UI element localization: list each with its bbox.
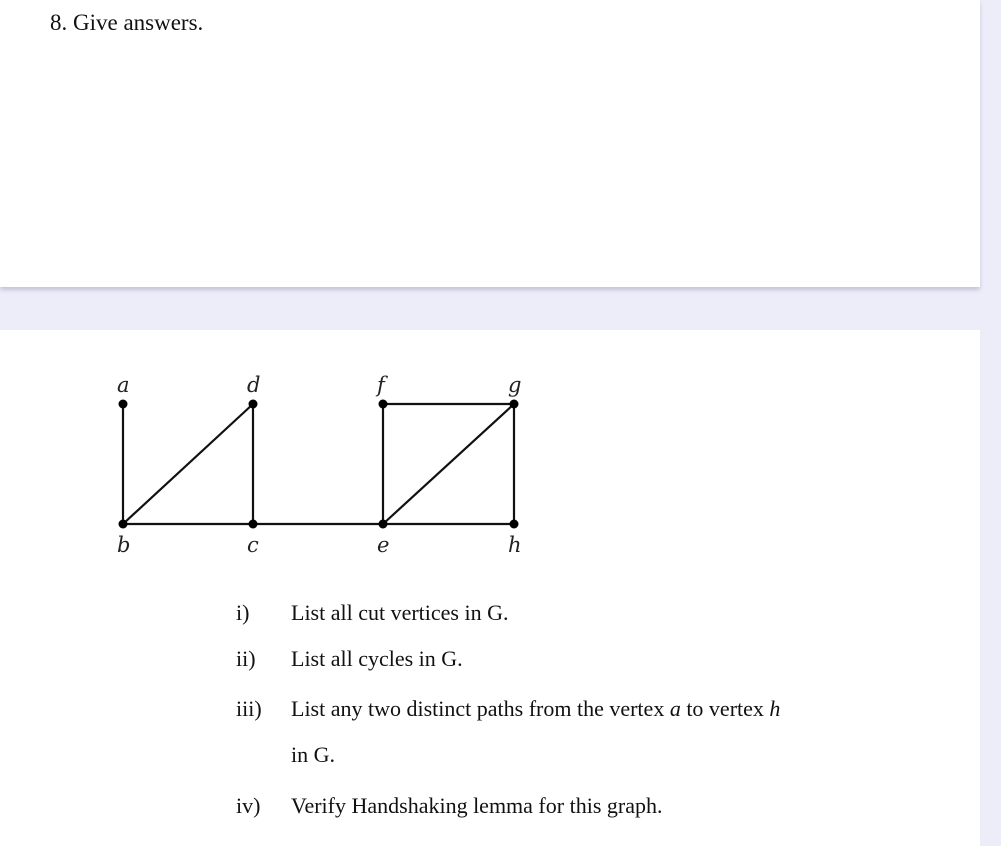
vertex-g <box>510 400 519 409</box>
vertex-c <box>249 520 258 529</box>
question-item-2: ii) List all cycles in G. <box>236 646 463 671</box>
vertex-label-d: d <box>247 373 261 397</box>
question-item-4: iv) Verify Handshaking lemma for this graph. <box>236 793 663 818</box>
vertex-h <box>510 520 519 529</box>
vertex-f <box>379 400 388 409</box>
edge-e-g <box>383 404 514 524</box>
vertex-b <box>119 520 128 529</box>
edge-b-d <box>123 404 253 524</box>
vertex-e <box>379 520 388 529</box>
question-item-1: i) List all cut vertices in G. <box>236 600 509 625</box>
vertex-a <box>119 400 128 409</box>
question-item-3: iii) List any two distinct paths from the vertex a to vertex h <box>236 696 781 721</box>
vertex-label-g: g <box>508 373 522 397</box>
vertex-label-h: h <box>508 533 522 557</box>
vertex-label-f: f <box>377 373 385 397</box>
question-title: 8. Give answers. <box>50 10 204 35</box>
vertex-label-e: e <box>377 533 390 557</box>
vertex-label-b: b <box>117 533 131 557</box>
question-item-3-continuation: in G. <box>291 742 335 767</box>
vertex-d <box>249 400 258 409</box>
vertex-label-c: c <box>247 533 259 557</box>
vertex-label-a: a <box>117 373 130 397</box>
